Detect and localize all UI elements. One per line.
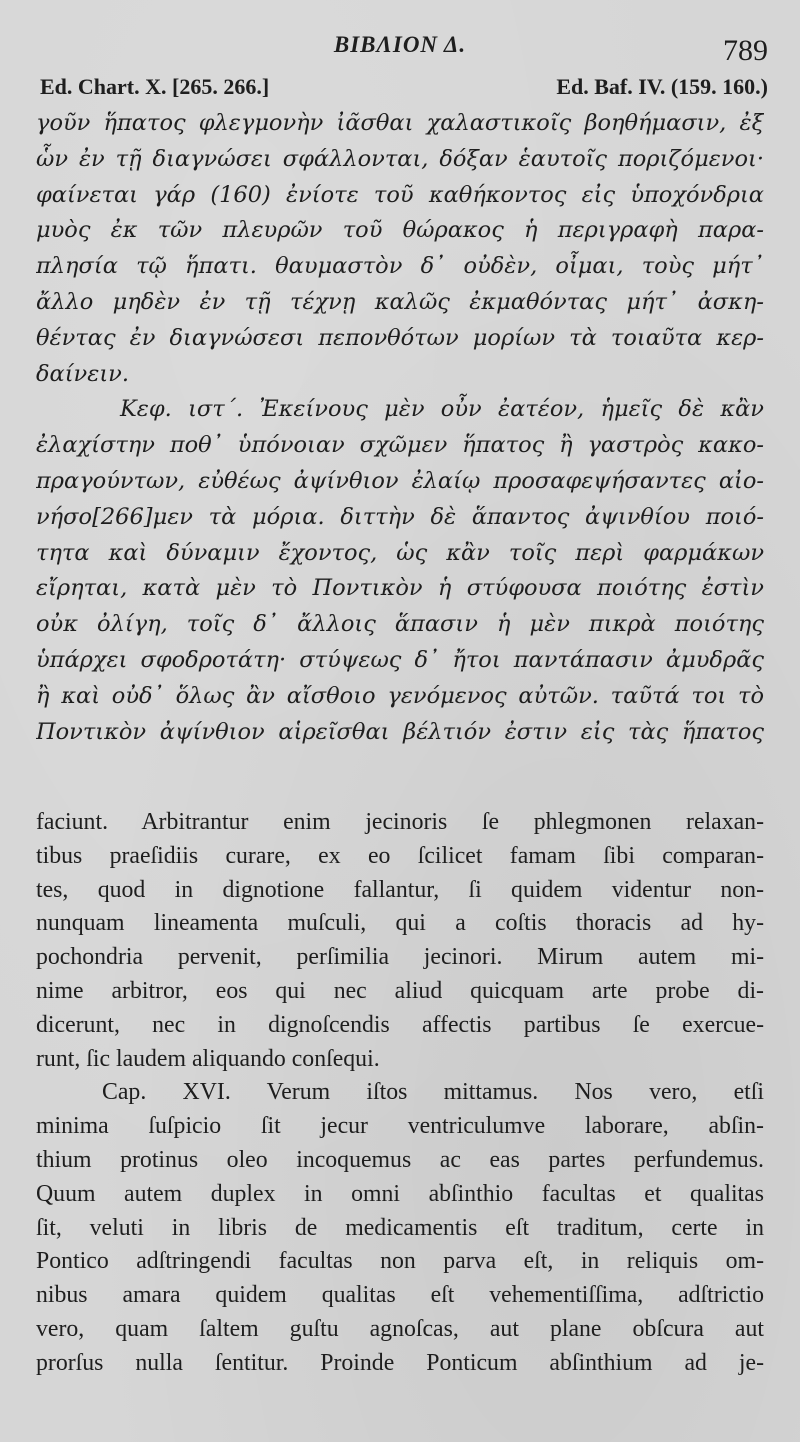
edition-basel: Ed. Baf. IV. (159. 160.) bbox=[556, 74, 768, 99]
latin-chapter-heading-line: Cap. XVI. Verum iſtos mittamus. Nos vero, etſi bbox=[102, 1079, 764, 1106]
page-header bbox=[0, 30, 800, 70]
greek-line: πλησία τῷ ἥπατι. θαυμαστὸν δ᾽ οὐδὲν, οἶμαι, τοὺς μήτ᾽ bbox=[36, 253, 764, 280]
greek-line: νήσο[266]μεν τὰ μόρια. διττὴν δὲ ἅπαντος ἀψινθίου ποιό- bbox=[36, 503, 764, 530]
page-number: 789 bbox=[723, 34, 768, 67]
greek-chapter-heading-line: Κεφ. ιστ΄. Ἐκείνους μὲν οὖν ἐατέον, ἡμεῖς δὲ κἂν bbox=[120, 396, 764, 423]
latin-line: thium protinus oleo incoquemus ac eas partes perfundemus. bbox=[36, 1146, 764, 1173]
latin-line: pochondria pervenit, perſimilia jecinori. Mirum autem mi- bbox=[36, 944, 764, 971]
latin-line: tes, quod in dignotione fallantur, ſi quidem videntur non- bbox=[36, 876, 764, 903]
greek-line: πραγούντων, εὐθέως ἀψίνθιον ἐλαίῳ προσαφεψήσαντες αἰο- bbox=[36, 467, 764, 494]
greek-line: ὑπάρχει σφοδροτάτη· στύψεως δ᾽ ἤτοι παντάπασιν ἀμυδρᾶς bbox=[36, 646, 764, 673]
greek-line: θέντας ἐν διαγνώσεσι πεπονθότων μορίων τὰ τοιαῦτα κερ- bbox=[36, 324, 764, 351]
greek-line: ἄλλο μηδὲν ἐν τῇ τέχνῃ καλῶς ἐκμαθόντας μήτ᾽ ἀσκη- bbox=[36, 288, 764, 315]
running-title: ΒΙΒΛΙΟΝ Δ. bbox=[333, 32, 467, 57]
greek-line: Ποντικὸν ἀψίνθιον αἱρεῖσθαι βέλτιόν ἐστιν εἰς τὰς ἥπατος bbox=[36, 718, 764, 745]
greek-text-block bbox=[36, 106, 764, 750]
latin-line: faciunt. Arbitrantur enim jecinoris ſe phlegmonen relaxan- bbox=[36, 809, 764, 835]
greek-line: ἐλαχίστην ποθ᾽ ὑπόνοιαν σχῶμεν ἥπατος ἢ γαστρὸς κακο- bbox=[36, 432, 764, 459]
greek-line: δαίνειν. bbox=[36, 360, 129, 387]
greek-line: οὐκ ὀλίγη, τοῖς δ᾽ ἄλλοις ἅπασιν ἡ μὲν πικρὰ ποιότης bbox=[36, 611, 764, 638]
greek-line: τητα καὶ δύναμιν ἔχοντος, ὡς κἂν τοῖς περὶ φαρμάκων bbox=[36, 539, 764, 566]
latin-line: vero, quam ſaltem guſtu agnoſcas, aut plane obſcura aut bbox=[36, 1315, 764, 1342]
latin-line: Pontico adſtringendi facultas non parva eſt, in reliquis om- bbox=[36, 1248, 764, 1275]
greek-line: γοῦν ἥπατος φλεγμονὴν ἰᾶσθαι χαλαστικοῖς βοηθήμασιν, ἐξ bbox=[36, 110, 764, 136]
edition-references bbox=[40, 74, 768, 102]
latin-line: Quum autem duplex in omni abſinthio facultas et qualitas bbox=[36, 1180, 764, 1207]
latin-line: runt, ſic laudem aliquando conſequi. bbox=[36, 1045, 380, 1072]
latin-line: nibus amara quidem qualitas eſt vehementiſſima, adſtrictio bbox=[36, 1282, 764, 1309]
latin-text-block bbox=[36, 806, 764, 1381]
greek-line: ὧν ἐν τῇ διαγνώσει σφάλλονται, δόξαν ἑαυτοῖς ποριζόμενοι· bbox=[36, 145, 764, 172]
edition-chartier: Ed. Chart. X. [265. 266.] bbox=[40, 74, 270, 99]
greek-line: φαίνεται γάρ (160) ἐνίοτε τοῦ καθήκοντος εἰς ὑποχόνδρια bbox=[36, 181, 764, 208]
greek-line: ἢ καὶ οὐδ᾽ ὅλως ἂν αἴσθοιο γενόμενος αὐτῶν. ταῦτά τοι τὸ bbox=[36, 682, 764, 709]
latin-line: tibus praeſidiis curare, ex eo ſcilicet famam ſibi comparan- bbox=[36, 842, 764, 869]
latin-line: minima ſuſpicio ſit jecur ventriculumve laborare, abſin- bbox=[36, 1113, 764, 1140]
latin-line: nime arbitror, eos qui nec aliud quicquam arte probe di- bbox=[36, 977, 764, 1004]
latin-line: dicerunt, nec in dignoſcendis affectis partibus ſe exercue- bbox=[36, 1011, 764, 1038]
latin-line: prorſus nulla ſentitur. Proinde Ponticum abſinthium ad je- bbox=[36, 1349, 764, 1376]
greek-line: μυὸς ἐκ τῶν πλευρῶν τοῦ θώρακος ἡ περιγραφὴ παρα- bbox=[36, 217, 764, 244]
greek-line: εἴρηται, κατὰ μὲν τὸ Ποντικὸν ἡ στύφουσα ποιότης ἐστὶν bbox=[36, 575, 764, 602]
latin-line: ſit, veluti in libris de medicamentis eſt traditum, certe in bbox=[36, 1214, 764, 1241]
latin-line: nunquam lineamenta muſculi, qui a coſtis thoracis ad hy- bbox=[36, 910, 764, 937]
